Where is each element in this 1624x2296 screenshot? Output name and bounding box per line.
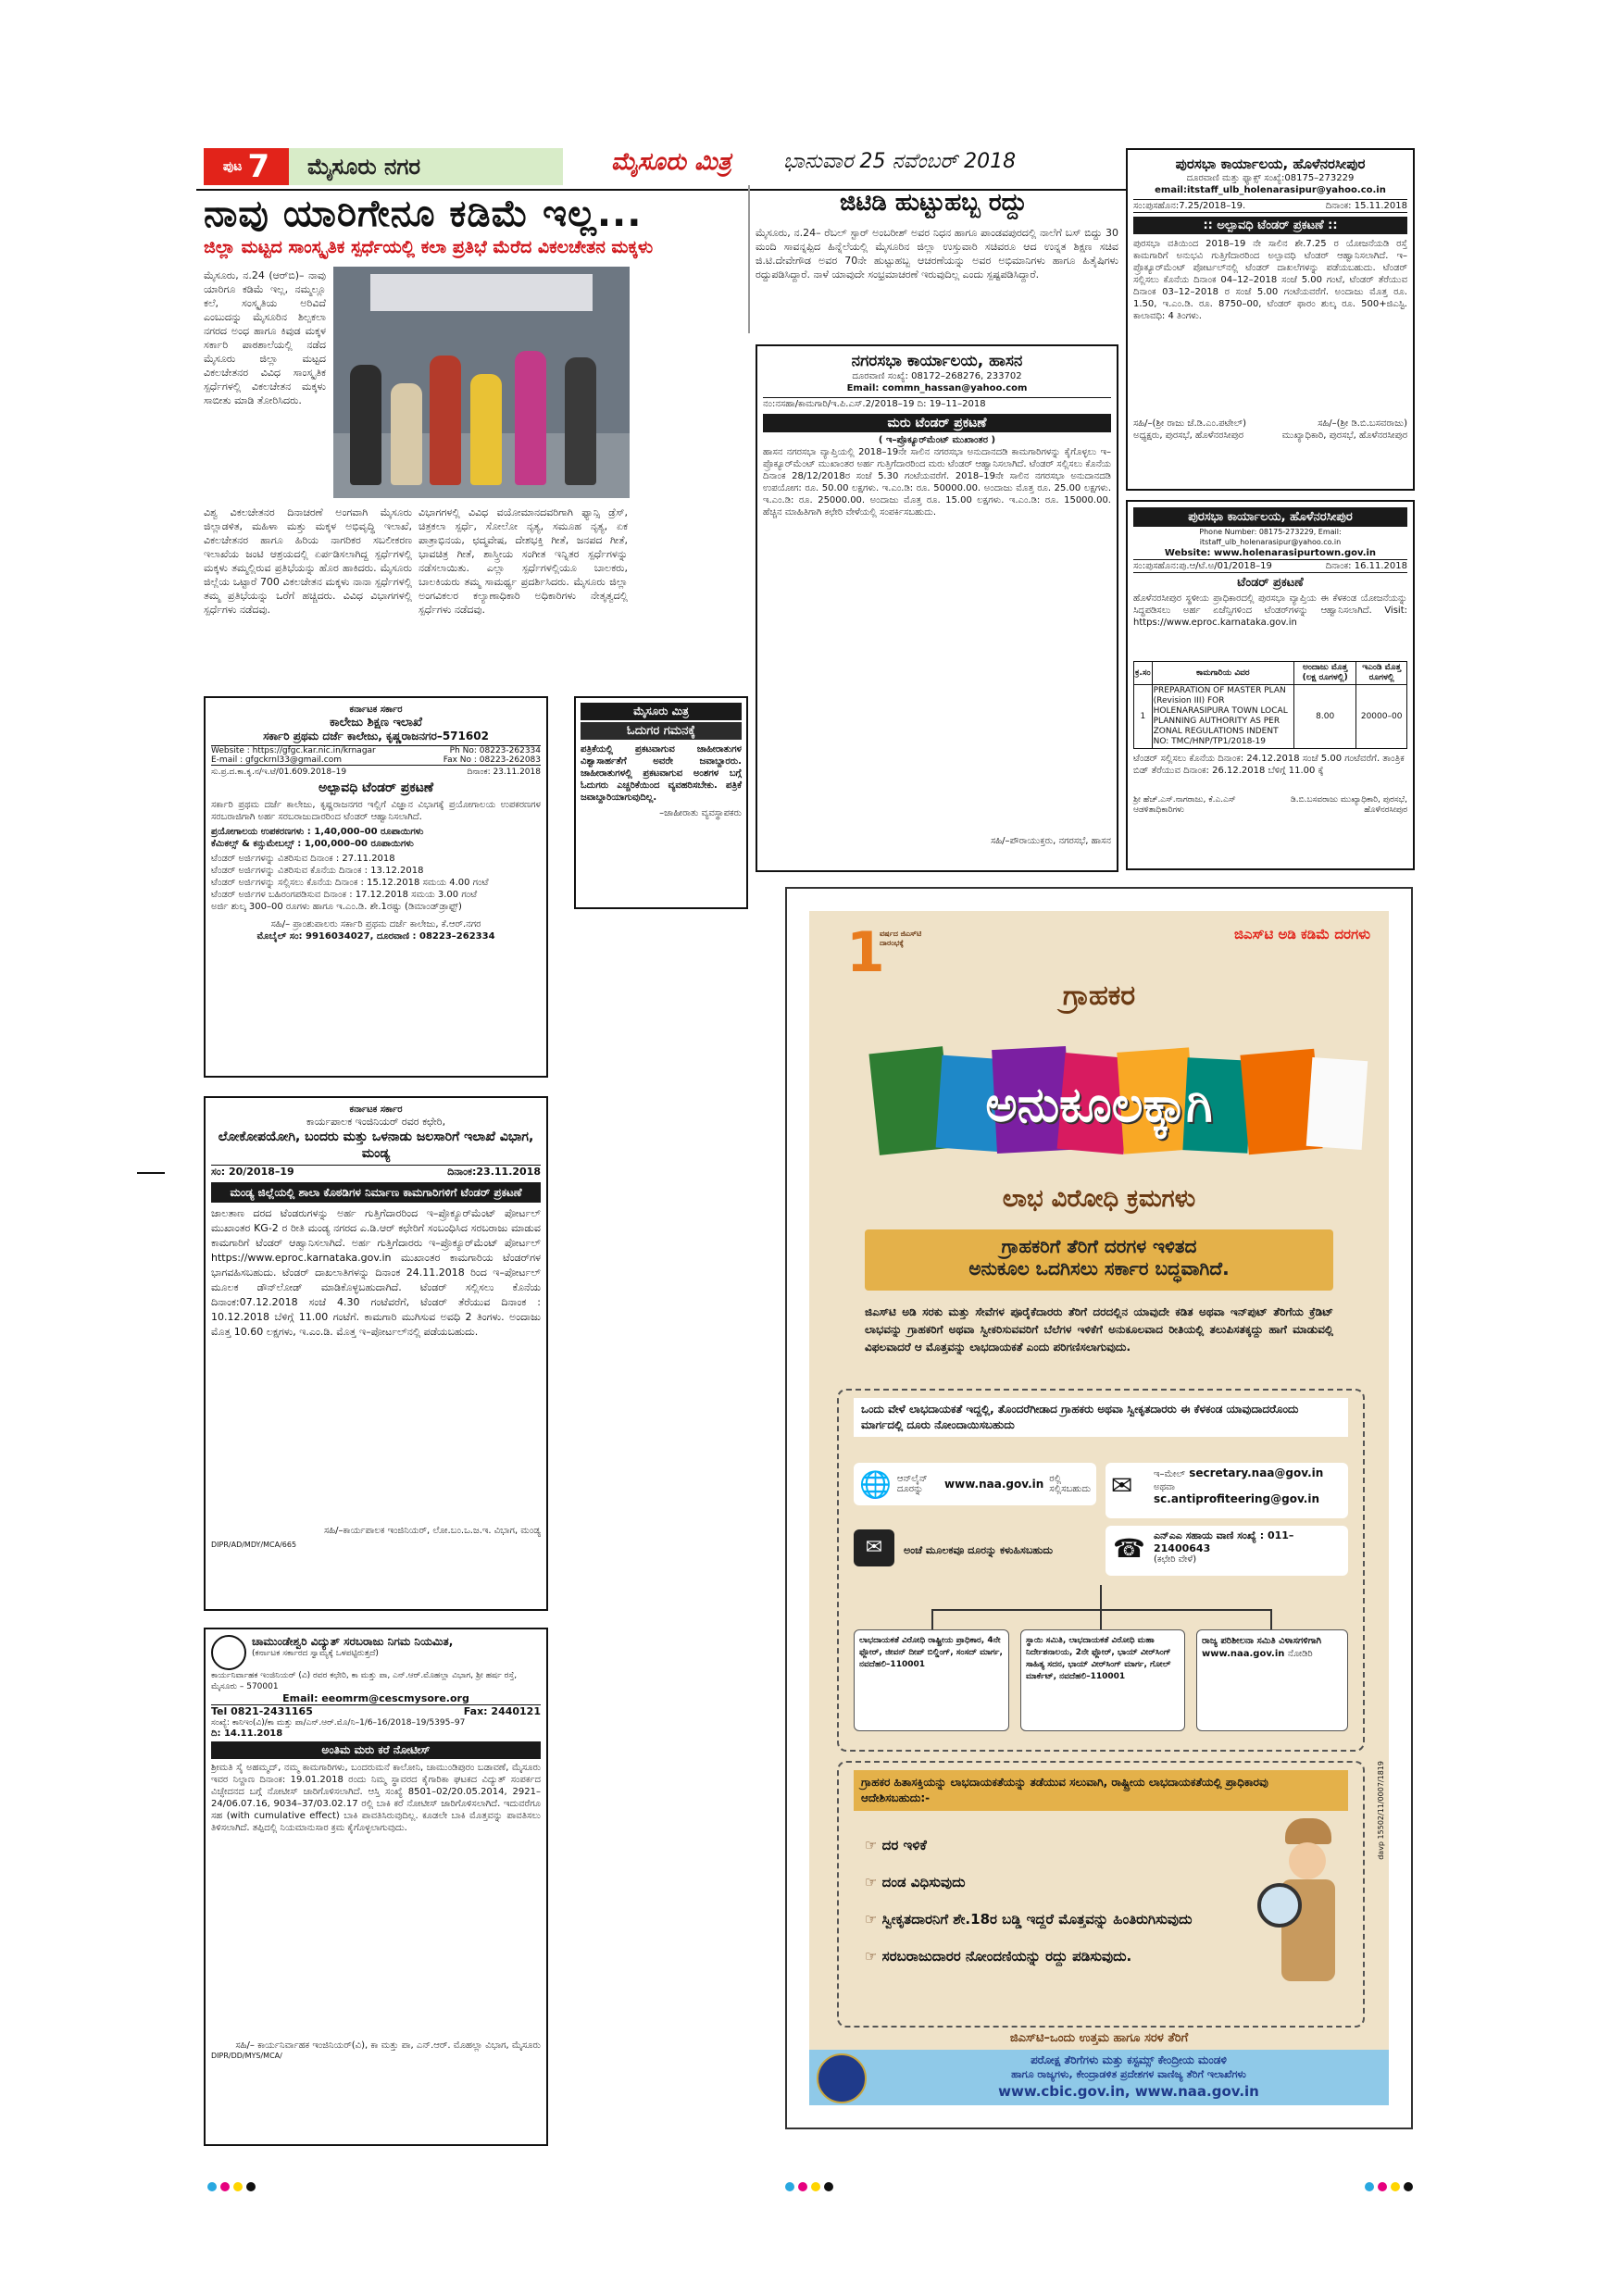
readers-notice — [574, 696, 748, 909]
pointer-icon: ☞ — [865, 1948, 882, 1965]
ad-subtitle: ಲಾಭ ವಿರೋಧಿ ಕ್ರಮಗಳು — [1002, 1185, 1196, 1213]
bullet-item — [865, 1911, 1193, 1928]
email-secondary[interactable]: sc.antiprofiteering@gov.in — [1154, 1492, 1320, 1505]
table-header: ಅಂದಾಜು ಮೊತ್ತ (ಲಕ್ಷ ರೂಗಳಲ್ಲಿ) — [1294, 662, 1356, 685]
ad-subtitle: ( ಇ–ಪ್ರೊಕ್ಯೂರ್‌ಮೆಂಟ್ ಮುಖಾಂತರ ) — [878, 435, 996, 445]
online-url[interactable]: www.naa.gov.in — [944, 1478, 1044, 1491]
helpline-note: (ಕಛೇರಿ ವೇಳೆ) — [1154, 1554, 1197, 1565]
ad-office: ಕಾರ್ಯನಿರ್ವಾಹಕ ಇಂಜಿನಿಯರ್ (ವಿ) ರವರ ಕಛೇರಿ, ಕಾ ಮತ್ತು ಪಾ, ಎನ್.ಆರ್.ಮೊಹಲ್ಲಾ ವಿಭಾಗ, ಶ್ರೀ ಹರ್ಷ ರಸ್ತೆ, ಮೈಸೂರು – 570001 — [211, 1671, 518, 1691]
ad-phone: ದೂರವಾಣಿ ಸಂಖ್ಯೆ: 08172–268276, 233702 — [852, 371, 1022, 381]
notice-body: ಪತ್ರಿಕೆಯಲ್ಲಿ ಪ್ರಕಟವಾಗುವ ಜಾಹೀರಾತುಗಳ ವಿಶ್ವಾಸಾರ್ಹತೆಗೆ ಅವರೇ ಜವಾಬ್ದಾರರು. ಜಾಹೀರಾತುಗಳಲ್ಲಿ ಪ್ರಕಟವಾಗುವ ಅಂಶಗಳ ಬಗ್ಗೆ ಓದುಗರು ಎಚ್ಚರಿಕೆಯಿಂದ ವ್ಯವಹರಿಸಬೇಕು. ಪತ್ರಿಕೆ ಜವಾಬ್ದಾರಿಯಾಗುವುದಿಲ್ಲ. — [581, 744, 742, 803]
event-photo — [333, 267, 630, 498]
ad-item: ಪ್ರಯೋಗಾಲಯ ಉಪಕರಣಗಳು : 1,40,000–00 ರೂಪಾಯಿಗಳು — [211, 827, 424, 837]
main-col2: ವಿಭಾಗಗಳಲ್ಲಿ ವಿವಿಧ ವಯೋಮಾನದವರಿಗಾಗಿ ಫ್ಯಾನ್ಸಿ ಡ್ರೆಸ್, ಚಿತ್ರಕಲಾ ಸ್ಪರ್ಧೆ, ಸೋಲೋ ನೃತ್ಯ, ಸಮೂಹ ನೃತ್ಯ, ಏಕ ಪಾತ್ರಾಭಿನಯ, ಛದ್ಮವೇಷ, ದೇಶಭಕ್ತಿ ಗೀತೆ, ಜನಪದ ಗೀತೆ, ಭಾವಚಿತ್ರ ಗೀತೆ, ಶಾಸ್ತ್ರೀಯ ಸಂಗೀತ ಇನ್ನಿತರ ಸ್ಪರ್ಧೆಗಳನ್ನು ನಡೆಸಲಾಯಿತು. ಎಲ್ಲಾ ಸ್ಪರ್ಧೆಗಳಲ್ಲಿಯೂ ಬಾಲಕರು, ಬಾಲಕಿಯರು ತಮ್ಮ ಸಾಮರ್ಥ್ಯ ಪ್ರದರ್ಶಿಸಿದರು. ಮೈಸೂರು ಜಿಲ್ಲಾ ಅಂಗವಿಕಲರ ಕಲ್ಯಾಣಾಧಿಕಾರಿ ಅಧಿಕಾರಿಗಳು ನೇತೃತ್ವದಲ್ಲಿ ಸ್ಪರ್ಧೆಗಳು ನಡೆದವು. — [418, 506, 628, 616]
registration-dot — [811, 2182, 820, 2191]
page-label: ಪುಟ — [222, 159, 243, 174]
ad-item: ಟೆಂಡರ್ ಅರ್ಜಿಗಳನ್ನು ಸಲ್ಲಿಸಲು ಕೊನೆಯ ದಿನಾಂಕ : 15.12.2018 ಸಮಯ 4.00 ಗಂಟೆ — [211, 878, 489, 888]
ad-code: DIPR/DD/MYS/MCA/ — [211, 2052, 282, 2060]
ad-govt: ಕರ್ನಾಟಕ ಸರ್ಕಾರ — [349, 1104, 403, 1115]
mailbox-icon: ✉ — [854, 1529, 894, 1566]
ad-signature: ಸಹಿ/–ಪೌರಾಯುಕ್ತರು, ನಗರಸಭೆ, ಹಾಸನ — [990, 836, 1111, 846]
ad-title: ಟೆಂಡರ್ ಪ್ರಕಟಣೆ — [1237, 576, 1304, 590]
tender-table — [1133, 661, 1407, 749]
page-number-badge — [204, 148, 289, 185]
ad-signature-left: ಸಹಿ/–(ಶ್ರೀ ರಾಜು ಜೆ.ಡಿ.ಎಂ.ಪಟೇಲ್) ಅಧ್ಯಕ್ಷರು, ಪುರಸಭೆ, ಹೊಳೆನರಸೀಪುರ — [1133, 418, 1246, 441]
notice-signature: –ಜಾಹೀರಾತು ವ್ಯವಸ್ಥಾಪಕರು — [659, 808, 742, 818]
ad-big-title: ಅನುಕೂಲಕ್ಕಾಗಿ — [985, 1078, 1213, 1133]
ad-item: ಟೆಂಡರ್ ಅರ್ಜಿಗಳನ್ನು ವಿತರಿಸುವ ದಿನಾಂಕ : 27.11.2018 — [211, 854, 395, 864]
banner-line: ಗ್ರಾಹಕರಿಗೆ ತೆರಿಗೆ ದರಗಳ ಇಳಿತದ — [1001, 1235, 1197, 1257]
ad-ref: ಸಂಖ್ಯೆ: ಕಾನಿಇಂ(ವಿ)/ಕಾ ಮತ್ತು ಪಾ/ಎನ್.ಆರ್.ಮೊ/ನಿ–1/6–16/2018–19/5395–97 — [211, 1718, 466, 1728]
ad-office: ಕಾರ್ಯಪಾಲಕ ಇಂಜಿನಿಯರ್ ರವರ ಕಛೇರಿ, — [306, 1116, 446, 1128]
ad-title: ಮರು ಟೆಂಡರ್ ಪ್ರಕಟಣೆ — [763, 414, 1111, 432]
bullet-item — [865, 1837, 927, 1853]
registration-dot — [785, 2182, 794, 2191]
ad-background — [809, 911, 1389, 2105]
ad-phone: ದೂರವಾಣಿ ಮತ್ತು ಫ್ಯಾಕ್ಸ್ ಸಂಖ್ಯೆ:08175–273229 — [1186, 173, 1355, 183]
ad-tel: Tel 0821-2431165 — [211, 1705, 313, 1717]
anniversary-text: ವರ್ಷದ ಜಿಎಸ್‌ಟಿ ದಾರಂಭಕ್ಕೆ — [880, 930, 922, 947]
college-tender-ad — [204, 696, 548, 1078]
ad-ref: ಸು.ಪ್ರ.ದ.ಕಾ.ಕೃ.ನ/ಇ.ಟೆ/01.609.2018–19 — [211, 767, 347, 777]
banner-line: ಅನುಕೂಲ ಒದಗಿಸಲು ಸರ್ಕಾರ ಬದ್ಧವಾಗಿದೆ. — [968, 1257, 1230, 1279]
email-primary[interactable]: secretary.naa@gov.in — [1189, 1466, 1324, 1479]
registration-dot — [1404, 2182, 1413, 2191]
ad-mobile: ಮೊಬೈಲ್ ಸಂ: 9916034027, ದೂರವಾಣಿ : 08223–262334 — [256, 931, 495, 942]
cesc-logo — [211, 1635, 246, 1670]
detective-illustration — [1257, 1818, 1350, 2003]
table-cell: 20000–00 — [1356, 685, 1407, 749]
performer — [350, 365, 381, 485]
pointer-icon: ☞ — [865, 1837, 882, 1853]
consequences-box — [837, 1761, 1365, 2028]
address-text: ರಾಜ್ಯ ಪರಿಶೀಲನಾ ಸಮಿತಿ ವಿಳಾಸಗಳಿಗಾಗಿ — [1202, 1636, 1322, 1646]
stage-banner — [370, 274, 593, 311]
address-box: ಸ್ಥಾಯಿ ಸಮಿತಿ, ಲಾಭದಾಯಕತೆ ವಿರೋಧಿ ಮಹಾ ನಿರ್ದೇಶನಾಲಯ, 2ನೇ ಫ್ಲೋರ್, ಭಾಯ್ ವೀರ್‌ಸಿಂಗ್ ಸಾಹಿತ್ಯ ಸದನ, ಭಾಯ್ ವೀರ್‌ಸಿಂಗ್ ಮಾರ್ಗ, ಗೋಲ್ ಮಾರ್ಕೆಟ್, ನವದೆಹಲಿ–110001 — [1020, 1629, 1185, 1731]
email-option — [1106, 1463, 1348, 1518]
pointer-icon: ☞ — [865, 1874, 882, 1890]
table-cell: 1 — [1134, 685, 1153, 749]
notice-title: ಓದುಗರ ಗಮನಕ್ಕೆ — [581, 722, 742, 740]
ad-email: Email: commn_hassan@yahoo.com — [846, 383, 1028, 393]
ad-signature-right: ಸಹಿ/–(ಶ್ರೀ ಡಿ.ಬಿ.ಬಸವರಾಜು) ಮುಖ್ಯಾಧಿಕಾರಿ, ಪುರಸಭೆ, ಹೊಳೆನರಸೀಪುರ — [1281, 418, 1407, 441]
connector-line — [1100, 1585, 1102, 1629]
ad-office: ನಗರಸಭಾ ಕಾರ್ಯಾಲಯ, ಹಾಸನ — [851, 352, 1023, 370]
globe-icon: 🌐 — [859, 1468, 892, 1500]
ad-email: E-mail : gfgckrnl33@gmail.com — [211, 755, 343, 765]
connector-line — [931, 1609, 933, 1629]
ad-company: ಚಾಮುಂಡೇಶ್ವರಿ ವಿದ್ಯುತ್ ಸರಬರಾಜು ನಿಗಮ ನಿಯಮಿತ, — [252, 1635, 454, 1648]
ad-email: email:itstaff_ulb_holenarasipur@yahoo.co.in — [1155, 185, 1386, 195]
online-label: ಆನ್‌ಲೈನ್ ದೂರನ್ನು — [896, 1474, 928, 1494]
performer — [470, 374, 502, 485]
ad-title-top: ಗ್ರಾಹಕರ — [1062, 980, 1136, 1012]
ad-office: ಪುರಸಭಾ ಕಾರ್ಯಾಲಯ, ಹೊಳೆನರಸೀಪುರ — [1175, 156, 1366, 172]
ad-office: ಪುರಸಭಾ ಕಾರ್ಯಾಲಯ, ಹೊಳೆನರಸೀಪುರ — [1133, 507, 1407, 527]
anniversary-number: 1 — [846, 920, 885, 985]
complaint-box — [837, 1389, 1365, 1752]
ad-footer: ಟೆಂಡರ್ ಸಲ್ಲಿಸಲು ಕೊನೆಯ ದಿನಾಂಕ: 24.12.2018 ಸಂಜೆ 5.00 ಗಂಟೆವರೆಗೆ. ತಾಂತ್ರಿಕ ಬಿಡ್ ತೆರೆಯುವ ದಿನಾಂಕ: 26.12.2018 ಬೆಳಿಗ್ಗೆ 11.00 ಕ್ಕೆ — [1133, 754, 1405, 776]
bullet-text: ದಂಡ ವಿಧಿಸುವುದು — [881, 1874, 966, 1890]
table-header: ಕ್ರ.ಸಂ — [1134, 662, 1153, 685]
color-registration-marks — [1365, 2177, 1417, 2190]
address-box — [1196, 1629, 1348, 1731]
ad-signature: ಸಹಿ/– ಪ್ರಾಂಶುಪಾಲರು ಸರ್ಕಾರಿ ಪ್ರಥಮ ದರ್ಜೆ ಕಾಲೇಜು, ಕೆ.ಆರ್.ನಗರ — [270, 919, 481, 930]
online-option — [854, 1463, 1096, 1505]
bullet-item — [865, 1874, 966, 1890]
envelope-icon: ✉ — [1111, 1470, 1133, 1501]
footer-line: ಹಾಗೂ ರಾಜ್ಯಗಳು, ಕೇಂದ್ರಾಡಳಿತ ಪ್ರದೇಶಗಳ ವಾಣಿಜ್ಯ ತೆರಿಗೆ ಇಲಾಖೆಗಳು — [1011, 2068, 1246, 2080]
bullet-item — [865, 1948, 1131, 1965]
ad-phone: Phone Number: 08175-273229, Email: itstaff_ulb_holenarasipur@yahoo.co.in — [1199, 528, 1342, 546]
anniversary-logo — [846, 920, 922, 985]
cesc-notice-ad — [204, 1628, 548, 2146]
registration-dot — [207, 2182, 217, 2191]
gt-body: ಮೈಸೂರು, ನ.24– ರೆಬಲ್ ಸ್ಟಾರ್ ಅಂಬರೀಶ್ ಅವರ ನಿಧನ ಹಾಗೂ ಪಾಂಡವಪುರದಲ್ಲಿ ನಾಲೆಗೆ ಬಸ್ ಬಿದ್ದು 30 ಮಂದಿ ಸಾವನ್ನಪ್ಪಿದ ಹಿನ್ನೆಲೆಯಲ್ಲಿ ಮೈಸೂರಿನ ಜಿಲ್ಲಾ ಉಸ್ತುವಾರಿ ಸಚಿವರೂ ಆದ ಉನ್ನತ ಶಿಕ್ಷಣ ಸಚಿವ ಜಿ.ಟಿ.ದೇವೇಗೌಡ ಅವರ 70ನೇ ಹುಟ್ಟುಹಬ್ಬ ಆಚರಣೆಯನ್ನು ಅವರ ಅಭಿಮಾನಿಗಳು ಹಾಗೂ ಹಿತೈಷಿಗಳು ರದ್ದುಪಡಿಸಿದ್ದಾರೆ. ನಾಳೆ ಯಾವುದೇ ಸಂಭ್ರಮಾಚರಣೆ ಇರುವುದಿಲ್ಲ ಎಂದು ಸ್ಪಷ್ಟಪಡಿಸಿದ್ದಾರೆ. — [756, 227, 1118, 281]
hassan-tender-ad — [756, 344, 1118, 872]
ad-phone: Ph No: 08223-262334 — [449, 746, 541, 755]
ad-signature: ಸಹಿ/– ಕಾರ್ಯನಿರ್ವಾಹಕ ಇಂಜಿನಿಯರ್(ವಿ), ಕಾ ಮತ್ತು ಪಾ, ಎನ್.ಆರ್. ಮೊಹಲ್ಲಾ ವಿಭಾಗ, ಮೈಸೂರು — [235, 2040, 541, 2051]
registration-dot — [1391, 2182, 1400, 2191]
table-cell: PREPARATION OF MASTER PLAN (Revision III) FOR HOLENARASIPURA TOWN LOCAL PLANNING AUTHORITY AS PER ZONAL REGULATIONS INDENT NO: TMC/HNP/TP1/2018-19 — [1152, 685, 1293, 749]
color-registration-marks — [785, 2177, 837, 2190]
ad-item: ಟೆಂಡರ್ ಅರ್ಜಿಗಳನ್ನು ವಿತರಿಸುವ ಕೊನೆಯ ದಿನಾಂಕ : 13.12.2018 — [211, 866, 424, 876]
bullet-text: ಸ್ವೀಕೃತದಾರನಿಗೆ ಶೇ.18ರ ಬಡ್ಡಿ ಇದ್ದರೆ ಮೊತ್ತವನ್ನು ಹಿಂತಿರುಗಿಸುವುದು — [881, 1911, 1193, 1928]
post-label: ಅಂಚೆ ಮೂಲಕವೂ ದೂರನ್ನು ಕಳುಹಿಸಬಹುದು — [904, 1544, 1054, 1556]
email-label: ಇ–ಮೇಲ್ — [1154, 1469, 1186, 1479]
footer-urls[interactable]: www.cbic.gov.in, www.naa.gov.in — [998, 2083, 1259, 2100]
performer — [515, 351, 546, 485]
address-box: ಲಾಭದಾಯಕತೆ ವಿರೋಧಿ ರಾಷ್ಟ್ರೀಯ ಪ್ರಾಧಿಕಾರ, 4ನೇ ಫ್ಲೋರ್, ಜೀವನ್ ದೀಪ್ ಬಿಲ್ಡಿಂಗ್, ಸಂಸದ್ ಮಾರ್ಗ, ನವದೆಹಲಿ–110001 — [854, 1629, 1009, 1731]
registration-dot — [824, 2182, 833, 2191]
ad-signature: ಸಹಿ/–ಕಾರ್ಯಪಾಲಕ ಇಂಜಿನಿಯರ್, ಲೋ.ಬಂ.ಒ.ಜ.ಇ. ವಿಭಾಗ, ಮಂಡ್ಯ — [324, 1526, 541, 1536]
section-title: ಮೈಸೂರು ನಗರ — [289, 148, 563, 185]
magnifier-icon — [1257, 1883, 1302, 1928]
ad-website: Website : https://gfgc.kar.nic.in/krnagar — [211, 746, 376, 755]
ad-body: ಶ್ರೀಮತಿ ಸೈ ಅಹಮ್ಮದ್, ನಮ್ಮ ಕಾಮಗಾರಿಗಳು, ಬಂದರುಮನೆ ಕಾಲೋನಿ, ಚಾಮುಂಡಿಪುರಂ ಬಡಾವಣೆ, ಮೈಸೂರು ಇವರ ನಿಲ್ದಾಣ ದಿನಾಂಕ: 19.01.2018 ರಂದು ನಿಮ್ಮ ಸ್ಥಾವರದ ಕೈಗಾರಿಕಾ ಘಟಕದ ವಿದ್ಯುತ್ ಸಂಪರ್ಕದ ವಿಚ್ಛೇದನದ ಬಗ್ಗೆ ನೋಟೀಸ್ ಜಾರಿಗೊಳಿಸಲಾಗಿದೆ. ಆಸ್ತಿ ಸಂಖ್ಯೆ 8501–02/20.05.2014, 2921–24/06.07.16, 9034–37/03.02.17 ರಲ್ಲಿ ಬಾಕಿ ಕರೆ ನೋಟೀಸ್ ಜಾರಿಗೊಳಿಸಲಾಗಿದೆ. ಇದುವರೆಗೂ ಸಹ (with cumulative effect) ಬಾಕಿ ಪಾವತಿಸಿರುವುದಿಲ್ಲ. ಕೂಡಲೇ ಬಾಕಿ ಮೊತ್ತವನ್ನು ಪಾವತಿಸಲು ತಿಳಿಸಲಾಗಿದೆ. ತಪ್ಪಿದಲ್ಲಿ ನಿಯಮಾನುಸಾರ ಕ್ರಮ ಕೈಗೊಳ್ಳಲಾಗುವುದು. — [211, 1763, 541, 1833]
holenarasipura-tender-ad-1 — [1126, 148, 1415, 491]
bullet-text: ಸರಬರಾಜುದಾರರ ನೋಂದಣಿಯನ್ನು ರದ್ದು ಪಡಿಸುವುದು. — [881, 1948, 1132, 1965]
table-cell: 8.00 — [1294, 685, 1356, 749]
ad-ref: ಸಂ:ಪುಸಹೊನ:7.25/2018–19. — [1133, 201, 1246, 211]
connector-line — [1270, 1609, 1272, 1629]
fold-mark — [137, 1172, 165, 1174]
table-header: ಕಾಮಗಾರಿಯ ವಿವರ — [1152, 662, 1293, 685]
ad-title: ಮಂಡ್ಯ ಜಿಲ್ಲೆಯಲ್ಲಿ ಶಾಲಾ ಕೊಠಡಿಗಳ ನಿರ್ಮಾಣ ಕಾಮಗಾರಿಗಳಿಗೆ ಟೆಂಡರ್ ಪ್ರಕಟಣೆ — [211, 1182, 541, 1203]
ad-title: ಅಂತಿಮ ಮರು ಕರೆ ನೋಟೀಸ್ — [211, 1741, 541, 1759]
registration-dot — [1365, 2182, 1374, 2191]
ad-body: ಹೊಳೆನರಸೀಪುರ ಸ್ಥಳೀಯ ಪ್ರಾಧಿಕಾರದಲ್ಲಿ ಪುರಸಭಾ ವ್ಯಾಪ್ತಿಯ ಈ ಕೆಳಕಂಡ ಯೋಜನೆಯನ್ನು ಸಿದ್ಧಪಡಿಸಲು ಅರ್ಹ ಏಜೆನ್ಸಿಗಳಿಂದ ಟೆಂಡರ್‌ಗಳನ್ನು ಆಹ್ವಾನಿಸಲಾಗಿದೆ. Visit: https://www.eproc.karnataka.gov.in — [1133, 593, 1407, 628]
ad-intro: ಸರ್ಕಾರಿ ಪ್ರಥಮ ದರ್ಜೆ ಕಾಲೇಜು, ಕೃಷ್ಣರಾಜನಗರ ಇಲ್ಲಿಗೆ ವಿಜ್ಞಾನ ವಿಭಾಗಕ್ಕೆ ಪ್ರಯೋಗಾಲಯ ಉಪಕರಣಗಳ ಸರಬರಾಜಿಗಾಗಿ ಅರ್ಹ ಸರಬರಾಜುದಾರರಿಂದ ಟೆಂಡರ್ ಆಹ್ವಾನಿಸಲಾಗಿದೆ. — [211, 800, 541, 822]
table-header: ಇಎಂಡಿ ಮೊತ್ತ ರೂಗಳಲ್ಲಿ — [1356, 662, 1407, 685]
ad-govt: ಕರ್ನಾಟಕ ಸರ್ಕಾರ — [349, 705, 403, 715]
ad-date: ದಿನಾಂಕ: 16.11.2018 — [1325, 561, 1407, 571]
registration-dot — [1378, 2182, 1387, 2191]
ad-website: Website: www.holenarasipurtown.gov.in — [1164, 548, 1377, 558]
ad-dept: ಕಾಲೇಜು ಶಿಕ್ಷಣ ಇಲಾಖೆ — [330, 716, 422, 730]
main-subhead: ಜಿಲ್ಲಾ ಮಟ್ಟದ ಸಾಂಸ್ಕೃತಿಕ ಸ್ಪರ್ಧೆಯಲ್ಲಿ ಕಲಾ ಪ್ರತಿಭೆ ಮೆರೆದ ವಿಕಲಚೇತನ ಮಕ್ಕಳು — [204, 237, 654, 257]
ad-ref: ನಂ:ನಸಹಾ/ಕಾಮಗಾರಿ/ಇ.ಪಿ.ಎಸ್.2/2018–19 ದಿ: 19–11–2018 — [763, 397, 1111, 410]
ad-college: ಸರ್ಕಾರಿ ಪ್ರಥಮ ದರ್ಜೆ ಕಾಲೇಜು, ಕೃಷ್ಣರಾಜನಗರ–571602 — [263, 730, 489, 742]
gst-tagline: ಜಿಎಸ್‌ಟಿ ಅಡಿ ಕಡಿಮೆ ದರಗಳು — [1233, 926, 1370, 942]
address-suffix: ನೋಡಿರಿ — [1287, 1649, 1313, 1659]
registration-dot — [220, 2182, 230, 2191]
main-col1: ವಿಶ್ವ ವಿಕಲಚೇತನರ ದಿನಾಚರಣೆ ಅಂಗವಾಗಿ ಮೈಸೂರು ಜಿಲ್ಲಾಡಳಿತ, ಮಹಿಳಾ ಮತ್ತು ಮಕ್ಕಳ ಅಭಿವೃದ್ಧಿ ಇಲಾಖೆ, ವಿಕಲಚೇತನರ ಹಾಗೂ ಹಿರಿಯ ನಾಗರಿಕರ ಸಬಲೀಕರಣ ಇಲಾಖೆಯ ಜಂಟಿ ಆಶ್ರಯದಲ್ಲಿ ಏರ್ಪಡಿಸಲಾಗಿದ್ದ ಸ್ಪರ್ಧೆಗಳಲ್ಲಿ ಮಕ್ಕಳು ತಮ್ಮಲ್ಲಿರುವ ಪ್ರತಿಭೆಯನ್ನು ಹೊರ ಹಾಕಿದರು. ಮೈಸೂರು ಜಿಲ್ಲೆಯ ಒಟ್ಟಾರೆ 700 ವಿಕಲಚೇತನ ಮಕ್ಕಳು ನಾನಾ ಸ್ಪರ್ಧೆಗಳಲ್ಲಿ ತಮ್ಮ ಪ್ರತಿಭೆಯನ್ನು ಒರೆಗೆ ಹಚ್ಚಿದರು. ವಿವಿಧ ವಿಭಾಗಗಳಲ್ಲಿ ಸ್ಪರ್ಧೆಗಳು ನಡೆದವು. — [204, 506, 412, 616]
ad-date: ದಿನಾಂಕ: 23.11.2018 — [467, 767, 541, 777]
ad-item: ಅರ್ಜಿ ಶುಲ್ಕ 300–00 ರೂಗಳು ಹಾಗೂ ಇ.ಎಂ.ಡಿ. ಶೇ.1ರಷ್ಟು (ಡಿಮಾಂಡ್‌ಡ್ರಾಫ್ಟ್) — [211, 902, 462, 912]
ad-item: ಕೆಮಿಕಲ್ಸ್ & ಕನ್ಸುಮೇಬಲ್ಸ್ : 1,00,000–00 ರೂಪಾಯಿಗಳು — [211, 839, 414, 849]
ad-code: DIPR/AD/MDY/MCA/665 — [211, 1541, 297, 1549]
ad-dept: ಲೋಕೋಪಯೋಗಿ, ಬಂದರು ಮತ್ತು ಒಳನಾಡು ಜಲಸಾರಿಗೆ ಇಲಾಖೆ ವಿಭಾಗ, ಮಂಡ್ಯ — [218, 1129, 534, 1161]
masthead: ಮೈಸೂರು ಮಿತ್ರ — [611, 148, 731, 176]
complaint-intro: ಒಂದು ವೇಳೆ ಲಾಭದಾಯಕತೆ ಇದ್ದಲ್ಲಿ, ತೊಂದರೆಗೀಡಾದ ಗ್ರಾಹಕರು ಅಥವಾ ಸ್ವೀಕೃತದಾರರು ಈ ಕೆಳಕಂಡ ಯಾವುದಾದರೊಂದು ಮಾರ್ಗದಲ್ಲಿ ದೂರು ನೋಂದಾಯಿಸಬಹುದು — [854, 1398, 1348, 1437]
helpline-label: ಎನ್‌ಎಎ ಸಹಾಯ ವಾಣಿ ಸಂಖ್ಯೆ : 011–21400643 — [1154, 1529, 1294, 1554]
page-number: 7 — [247, 148, 270, 185]
ad-body: ಪುರಸಭಾ ವತಿಯಿಂದ 2018–19 ನೇ ಸಾಲಿನ ಶೇ.7.25 ರ ಯೋಜನೆಯಡಿ ರಸ್ತೆ ಕಾಮಗಾರಿಗೆ ಅನುಭವಿ ಗುತ್ತಿಗೆದಾರರಿಂದ ಅಲ್ಪಾವಧಿ ಟೆಂಡರ್ ಆಹ್ವಾನಿಸಲಾಗಿದೆ. ಇ–ಪ್ರೊಕ್ಯೂರ್‌ಮೆಂಟ್ ಪೋರ್ಟಲ್‌ನಲ್ಲಿ ಟೆಂಡರ್ ದಾಖಲೆಗಳನ್ನು ಪಡೆಯಬಹುದು. ಟೆಂಡರ್ ಸಲ್ಲಿಸಲು ಕೊನೆಯ ದಿನಾಂಕ 04–12–2018 ಸಂಜೆ 5.00 ಗಂಟೆ, ಟೆಂಡರ್ ತೆರೆಯುವ ದಿನಾಂಕ 03–12–2018 ರ ಸಂಜೆ 5.00 ಗಂಟೆಯವರೆಗೆ. ಅಂದಾಜು ಮೊತ್ತ ರೂ. 1.50, ಇ.ಎಂ.ಡಿ. ರೂ. 8750–00, ಟೆಂಡರ್ ಫಾರಂ ಶುಲ್ಕ ರೂ. 500+ಜಿಎಸ್ಟಿ. ಕಾಲಾವಧಿ: 4 ತಿಂಗಳು. — [1133, 239, 1407, 321]
ad-item: ಟೆಂಡರ್ ಅರ್ಜಿಗಳ ಬಹಿರಂಗಪಡಿಸುವ ದಿನಾಂಕ : 17.12.2018 ಸಮಯ 3.00 ಗಂಟೆ — [211, 890, 478, 900]
performer — [430, 356, 461, 485]
pointer-icon: ☞ — [865, 1911, 882, 1928]
ad-date: ದಿನಾಂಕ: 15.11.2018 — [1325, 201, 1407, 211]
address-url[interactable]: www.naa.gov.in — [1202, 1649, 1285, 1659]
ad-title: ಅಲ್ಪಾವಧಿ ಟೆಂಡರ್ ಪ್ರಕಟಣೆ — [318, 780, 434, 795]
footer-band — [809, 2050, 1389, 2105]
mandya-tender-ad — [204, 1096, 548, 1611]
helpline-icon: ☎ — [1113, 1533, 1145, 1564]
ad-fax: Fax: 2440121 — [463, 1705, 541, 1717]
gt-headline: ಜಿಟಿಡಿ ಹುಟ್ಟುಹಬ್ಬ ರದ್ದು — [839, 189, 1028, 217]
ad-signature-right: ಡಿ.ಬಿ.ಬಸವರಾಜು ಮುಖ್ಯಾಧಿಕಾರಿ, ಪುರಸಭೆ, ಹೊಳೆನರಸೀಪುರ — [1291, 795, 1407, 815]
footer-line: ಪರೋಕ್ಷ ತೆರಿಗೆಗಳು ಮತ್ತು ಕಸ್ಟಮ್ಸ್ ಕೇಂದ್ರೀಯ ಮಂಡಳಿ — [1031, 2053, 1227, 2066]
ad-fax: Fax No : 08223-262083 — [443, 755, 541, 765]
registration-dot — [246, 2182, 256, 2191]
gst-anti-profiteering-ad — [785, 887, 1413, 2129]
bottom-tagline: ಜಿಎಸ್‌ಟಿ–ಒಂದು ಉತ್ತಮ ಹಾಗೂ ಸರಳ ತೆರಿಗೆ — [1009, 2031, 1189, 2045]
ad-date: ದಿನಾಂಕ:23.11.2018 — [447, 1166, 541, 1178]
ad-body: ಹಾಸನ ನಗರಸಭಾ ವ್ಯಾಪ್ತಿಯಲ್ಲಿ 2018–19ನೇ ಸಾಲಿನ ನಗರಸಭಾ ಅನುದಾನದಡಿ ಕಾಮಗಾರಿಗಳನ್ನು ಕೈಗೊಳ್ಳಲು ಇ–ಪ್ರೊಕ್ಯೂರ್‌ಮೆಂಟ್ ಮುಖಾಂತರ ಅರ್ಹ ಗುತ್ತಿಗೆದಾರರಿಂದ ಮರು ಟೆಂಡರ್ ಆಹ್ವಾನಿಸಲಾಗಿದೆ. ಟೆಂಡರ್ ಸಲ್ಲಿಸಲು ಕೊನೆಯ ದಿನಾಂಕ 28/12/2018ರ ಸಂಜೆ 5.30 ಗಂಟೆಯವರೆಗೆ. 2018–19ನೇ ಸಾಲಿನ ನಗರಸಭಾ ಅನುದಾನದಡಿ ಉಪಯೋಗ: ರೂ. 50.00 ಲಕ್ಷಗಳು. ಇ.ಎಂ.ಡಿ: ರೂ. 50000.00. ಅಂದಾಜು ಮೊತ್ತ ರೂ. 25.00 ಲಕ್ಷಗಳು. ಇ.ಎಂ.ಡಿ: ರೂ. 25000.00. ಅಂದಾಜು ಮೊತ್ತ ರೂ. 15.00 ಲಕ್ಷಗಳು. ಇ.ಎಂ.ಡಿ: ರೂ. 15000.00. ಹೆಚ್ಚಿನ ಮಾಹಿತಿಗಾಗಿ ಕಛೇರಿ ವೇಳೆಯಲ್ಲಿ ಸಂಪರ್ಕಿಸಬಹುದು. — [763, 447, 1111, 518]
consequence-intro: ಗ್ರಾಹಕರ ಹಿತಾಸಕ್ತಿಯನ್ನು ಲಾಭದಾಯಕತೆಯನ್ನು ತಡೆಯುವ ಸಲುವಾಗಿ, ರಾಷ್ಟ್ರೀಯ ಲಾಭದಾಯಕತೆಯಲ್ಲಿ ಪ್ರಾಧಿಕಾರವು ಆದೇಶಿಸಬಹುದು:- — [854, 1770, 1348, 1811]
ad-paragraph: ಜಿಎಸ್‌ಟಿ ಅಡಿ ಸರಕು ಮತ್ತು ಸೇವೆಗಳ ಪೂರೈಕೆದಾರರು ತೆರಿಗೆ ದರದಲ್ಲಿನ ಯಾವುದೇ ಕಡಿತ ಅಥವಾ ಇನ್‌ಪುಟ್ ತೆರಿಗೆಯ ಕ್ರೆಡಿಟ್ ಲಾಭವನ್ನು ಗ್ರಾಹಕರಿಗೆ ಅಥವಾ ಸ್ವೀಕರಿಸುವವರಿಗೆ ಬೆಲೆಗಳ ಇಳಿಕೆಗೆ ಅನುಕೂಲವಾದ ರೀತಿಯಲ್ಲಿ ತಲುಪಿಸತಕ್ಕದ್ದು ಹಾಗೆ ಮಾಡುವಲ್ಲಿ ವಿಫಲವಾದರೆ ಆ ಮೊತ್ತವನ್ನು ಲಾಭದಾಯಕತೆ ಎಂದು ಪರಿಗಣಿಸಲಾಗುವುದು. — [865, 1305, 1333, 1354]
registration-dot — [233, 2182, 243, 2191]
registration-dot — [798, 2182, 807, 2191]
ad-email: Email: eeomrm@cescmysore.org — [282, 1692, 469, 1704]
email-or: ಅಥವಾ — [1154, 1482, 1175, 1492]
ad-subtitle: (ಕರ್ನಾಟಕ ಸರ್ಕಾರದ ಸ್ವಾಮ್ಯಕ್ಕೆ ಒಳಪಟ್ಟಿರುತ್ತದೆ) — [252, 1649, 379, 1658]
ad-date: ದಿ: 14.11.2018 — [211, 1728, 283, 1739]
color-registration-marks — [207, 2177, 259, 2190]
dateline: ಭಾನುವಾರ 25 ನವೆಂಬರ್ 2018 — [783, 150, 1017, 173]
bullet-text: ದರ ಇಳಿಕೆ — [881, 1837, 927, 1853]
performer — [391, 383, 422, 485]
online-suffix: ರಲ್ಲಿ ಸಲ್ಲಿಸಬಹುದು — [1049, 1474, 1091, 1494]
ad-ref: ಸಂ:ಪುಸಹೊನ:ಪು.ಆ/ಟೆ.ಅ/01/2018–19 — [1133, 561, 1272, 571]
helpline-option — [1106, 1526, 1348, 1576]
ad-signature-left: ಶ್ರೀ ಹೆಚ್.ಎಸ್.ನಾಗರಾಜು, ಕೆ.ಎ.ಎಸ್ ಆಡಳಿತಾಧಿಕಾರಿಗಳು — [1133, 795, 1236, 815]
ad-title: :: ಅಲ್ಪಾವಧಿ ಟೆಂಡರ್ ಪ್ರಕಟಣೆ :: — [1133, 217, 1407, 234]
ad-ref: ಸಂ: 20/2018–19 — [211, 1166, 294, 1178]
main-headline: ನಾವು ಯಾರಿಗೇನೂ ಕಡಿಮೆ ಇಲ್ಲ... — [204, 193, 643, 235]
davp-code: davp 15502/11/0007/1819 — [1377, 1761, 1385, 1860]
cbic-logo — [817, 2053, 867, 2103]
performer — [565, 357, 596, 485]
notice-brand: ಮೈಸೂರು ಮಿತ್ರ — [581, 703, 742, 720]
commitment-banner — [865, 1229, 1333, 1291]
holenarasipura-tender-ad-2 — [1126, 500, 1415, 870]
main-lead: ಮೈಸೂರು, ನ.24 (ಆರ್‌ಬಿ)– ನಾವು ಯಾರಿಗೂ ಕಡಿಮೆ ಇಲ್ಲ, ನಮ್ಮಲ್ಲೂ ಕಲೆ, ಸಂಸ್ಕೃತಿಯ ಅರಿವಿದೆ ಎಂಬುದನ್ನು ಮೈಸೂರಿನ ಶಿಲ್ಪಕಲಾ ನಗರದ ಅಂಧ ಹಾಗೂ ಕಿವುಡ ಮಕ್ಕಳ ಸರ್ಕಾರಿ ಪಾಠಶಾಲೆಯಲ್ಲಿ ನಡೆದ ಮೈಸೂರು ಜಿಲ್ಲಾ ಮಟ್ಟದ ವಿಕಲಚೇತನರ ವಿವಿಧ ಸಾಂಸ್ಕೃತಿಕ ಸ್ಪರ್ಧೆಗಳಲ್ಲಿ ವಿಕಲಚೇತನ ಮಕ್ಕಳು ಸಾಬೀತು ಮಾಡಿ ತೋರಿಸಿದರು. — [204, 269, 326, 406]
ad-body: ಜಾಲತಾಣ ದರದ ಟೆಂಡರುಗಳನ್ನು ಅರ್ಹ ಗುತ್ತಿಗೆದಾರರಿಂದ ಇ–ಪ್ರೊಕ್ಯೂರ್‌ಮೆಂಟ್ ಪೋರ್ಟಲ್ ಮುಖಾಂತರ KG-2 ರ ರೀತಿ ಮಂಡ್ಯ ನಗರದ ಎ.ಡಿ.ಆರ್ ಕಛೇರಿಗೆ ಸಂಬಂಧಿಸಿದ ಸರಬರಾಜು ಮಾಡುವ ಕಾಮಗಾರಿಗೆ ಟೆಂಡರ್ ಆಹ್ವಾನಿಸಲಾಗಿದೆ. ಅರ್ಹ ಗುತ್ತಿಗೆದಾರರು ಇ–ಪ್ರೊಕ್ಯೂರ್‌ಮೆಂಟ್ ಪೋರ್ಟಲ್ https://www.eproc.karnataka.gov.in ಮುಖಾಂತರ ಕಾಮಗಾರಿಯ ಟೆಂಡರ್‌ಗಳ ಭಾಗವಹಿಸಬಹುದು. ಟೆಂಡರ್ ದಾಖಲಾತಿಗಳನ್ನು ದಿನಾಂಕ 24.11.2018 ರಿಂದ ಇ–ಪೋರ್ಟಲ್ ಮೂಲಕ ಡೌನ್‌ಲೋಡ್ ಮಾಡಿಕೊಳ್ಳಬಹುದಾಗಿದೆ. ಟೆಂಡರ್ ಸಲ್ಲಿಸಲು ಕೊನೆಯ ದಿನಾಂಕ:07.12.2018 ಸಂಜೆ 4.30 ಗಂಟೆವರೆಗೆ, ಟೆಂಡರ್ ತೆರೆಯುವ ದಿನಾಂಕ : 10.12.2018 ಬೆಳಿಗ್ಗೆ 11.00 ಗಂಟೆಗೆ. ಕಾಮಗಾರಿ ಮುಗಿಸುವ ಅವಧಿ 2 ತಿಂಗಳು. ಅಂದಾಜು ಮೊತ್ತ 10.60 ಲಕ್ಷಗಳು, ಇ.ಎಂ.ಡಿ. ಮೊತ್ತ ಇ–ಪೋರ್ಟಲ್‌ನಲ್ಲಿ ಪಡೆಯಬಹುದು. — [211, 1207, 541, 1338]
